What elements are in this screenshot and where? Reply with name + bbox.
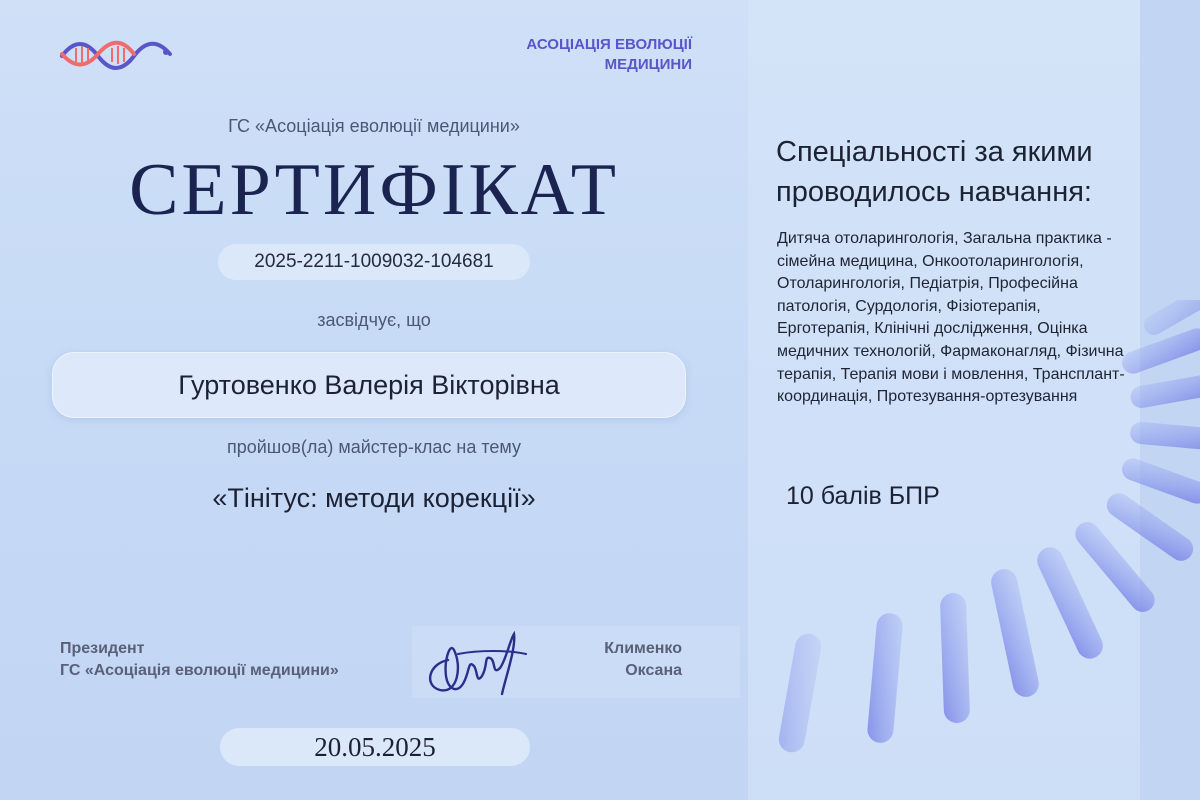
cpd-points: 10 балів БПР: [786, 482, 940, 510]
signer-name: Клименко Оксана: [604, 640, 682, 679]
association-name: АСОЦІАЦІЯ ЕВОЛЮЦІЇ МЕДИЦИНИ: [526, 36, 692, 73]
organization-line: ГС «Асоціація еволюції медицини»: [228, 116, 520, 136]
dna-helix-logo-icon: [58, 34, 174, 74]
certificate-number: 2025-2211-1009032-104681: [218, 244, 530, 280]
completed-text: пройшов(ла) майстер-клас на тему: [226, 437, 521, 457]
specialties-list: Дитяча отоларингологія, Загальна практика - сімейна медицина, Онкоотоларингологія, Отоларингологія, Педіатрія, Професійна патологія, Сурдологія, Фізіотерапія, Ерготерапія, Клінічні дослідження, Оцінка медичних технологій, Фармаконагляд, Фізична терапія, Терапія мови і мовлення, Трансплант-координація, Протезування-ортезування: [777, 230, 1125, 406]
signature-icon: [418, 620, 536, 704]
masterclass-topic: «Тінітус: методи корекції»: [212, 483, 536, 513]
recipient-name: Гуртовенко Валерія Вікторівна: [52, 352, 686, 418]
certifies-text: засвідчує, що: [317, 310, 431, 330]
president-role: Президент ГС «Асоціація еволюції медицини»: [60, 640, 339, 679]
certificate-title: СЕРТИФІКАТ: [129, 149, 619, 231]
issue-date: 20.05.2025: [220, 728, 530, 766]
specialties-heading: Спеціальності за якими проводилось навчання:: [776, 136, 1093, 208]
